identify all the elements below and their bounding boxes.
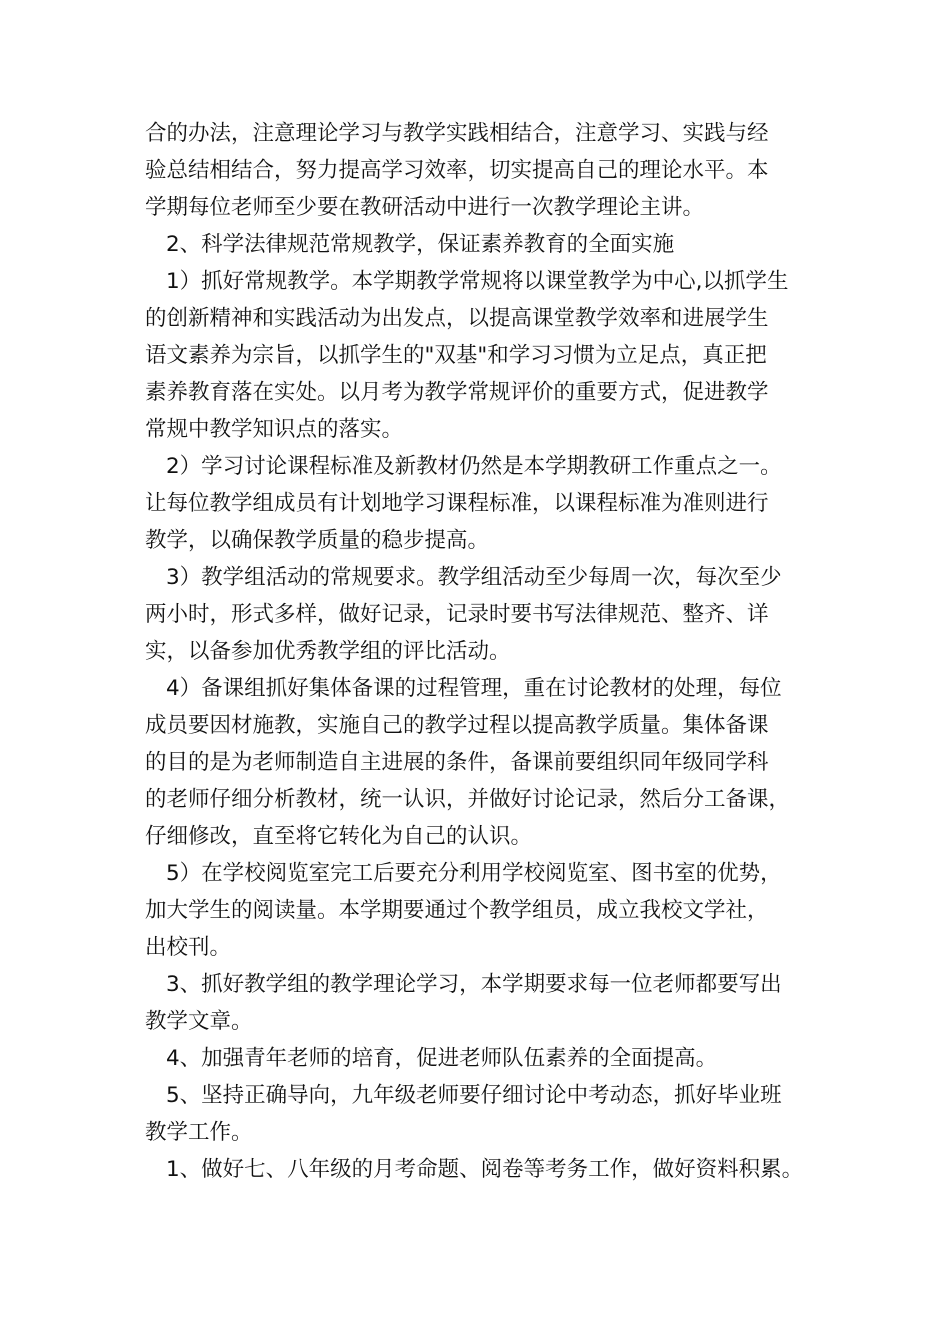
text-line: 仔细修改，直至将它转化为自己的认识。 (145, 824, 533, 849)
text-line: 教学文章。 (145, 1009, 253, 1034)
text-line: 教学工作。 (145, 1120, 253, 1145)
text-line: 3、抓好教学组的教学理论学习，本学期要求每一位老师都要写出 (166, 972, 782, 997)
text-line: 2）学习讨论课程标准及新教材仍然是本学期教研工作重点之一。 (166, 454, 782, 479)
text-line: 4）备课组抓好集体备课的过程管理，重在讨论教材的处理，每位 (166, 676, 782, 701)
text-line: 让每位教学组成员有计划地学习课程标准，以课程标准为准则进行 (145, 491, 769, 516)
text-line: 的目的是为老师制造自主进展的条件，备课前要组织同年级同学科 (145, 750, 769, 775)
text-line: 出校刊。 (145, 935, 232, 960)
text-line: 5、坚持正确导向，九年级老师要仔细讨论中考动态，抓好毕业班 (166, 1083, 782, 1108)
text-line: 教学，以确保教学质量的稳步提高。 (145, 528, 490, 553)
text-line: 4、加强青年老师的培育，促进老师队伍素养的全面提高。 (166, 1046, 718, 1071)
text-line: 1）抓好常规教学。本学期教学常规将以课堂教学为中心,以抓学生 (166, 269, 789, 294)
text-line: 3）教学组活动的常规要求。教学组活动至少每周一次，每次至少 (166, 565, 782, 590)
text-line: 实，以备参加优秀教学组的评比活动。 (145, 639, 511, 664)
text-line: 的创新精神和实践活动为出发点，以提高课堂教学效率和进展学生 (145, 306, 769, 331)
text-line: 学期每位老师至少要在教研活动中进行一次教学理论主讲。 (145, 195, 705, 220)
text-line: 合的办法，注意理论学习与教学实践相结合，注意学习、实践与经 (145, 121, 769, 146)
text-line: 成员要因材施教，实施自己的教学过程以提高教学质量。集体备课 (145, 713, 769, 738)
text-line: 2、科学法律规范常规教学，保证素养教育的全面实施 (166, 232, 675, 257)
text-line: 素养教育落在实处。以月考为教学常规评价的重要方式，促进教学 (145, 380, 769, 405)
text-line: 1、做好七、八年级的月考命题、阅卷等考务工作，做好资料积累。 (166, 1157, 804, 1182)
text-line: 语文素养为宗旨，以抓学生的"双基"和学习习惯为立足点，真正把 (145, 343, 767, 368)
text-line: 的老师仔细分析教材，统一认识，并做好讨论记录，然后分工备课， (145, 787, 791, 812)
text-line: 两小时，形式多样，做好记录，记录时要书写法律规范、整齐、详 (145, 602, 769, 627)
text-line: 加大学生的阅读量。本学期要通过个教学组员，成立我校文学社， (145, 898, 769, 923)
text-line: 常规中教学知识点的落实。 (145, 417, 404, 442)
text-line: 验总结相结合，努力提高学习效率，切实提高自己的理论水平。本 (145, 158, 769, 183)
text-line: 5）在学校阅览室完工后要充分利用学校阅览室、图书室的优势， (166, 861, 782, 886)
